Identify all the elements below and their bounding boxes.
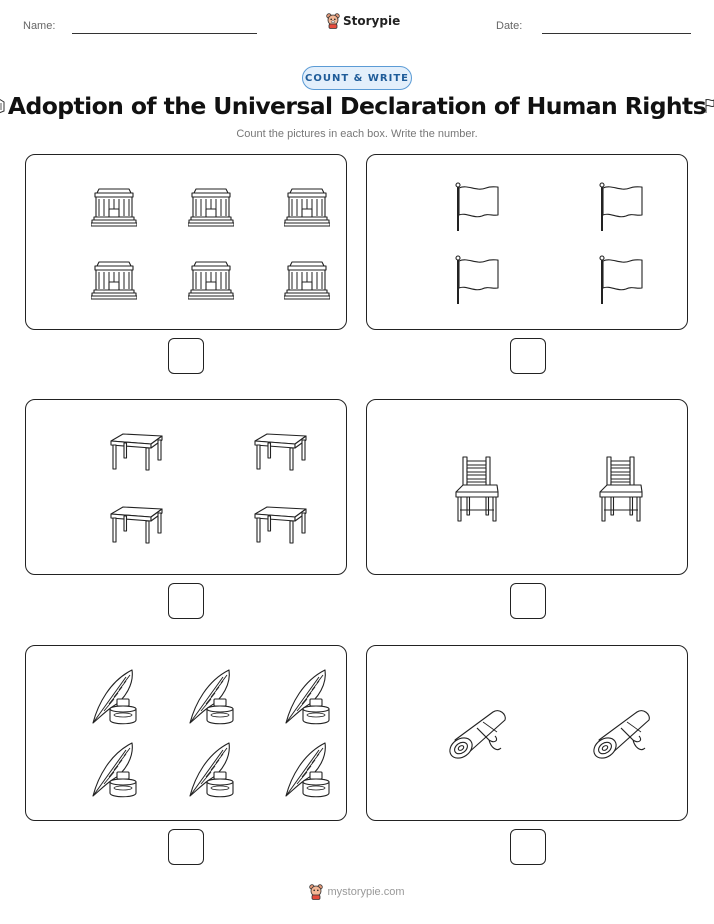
scroll-icon <box>443 706 511 764</box>
mascot-icon <box>309 884 323 900</box>
building-icon <box>284 260 330 300</box>
name-label: Name: <box>23 20 56 32</box>
building-icon <box>91 260 137 300</box>
quill-inkwell-icon <box>187 742 235 800</box>
brand-logo <box>326 13 400 29</box>
flag-icon <box>598 182 644 232</box>
quill-inkwell-icon <box>90 742 138 800</box>
building-icon <box>284 187 330 227</box>
quill-inkwell-icon <box>187 669 235 727</box>
answer-box-flags[interactable] <box>510 338 546 374</box>
flag-decoration-icon <box>704 98 714 114</box>
table-icon <box>109 506 163 544</box>
activity-badge: COUNT & WRITE <box>302 66 412 90</box>
answer-box-tables[interactable] <box>168 583 204 619</box>
quill-inkwell-icon <box>283 742 331 800</box>
table-icon <box>253 506 307 544</box>
mascot-icon <box>326 13 340 29</box>
brand-name: Storypie <box>343 14 401 28</box>
answer-box-chairs[interactable] <box>510 583 546 619</box>
answer-box-quills[interactable] <box>168 829 204 865</box>
quill-inkwell-icon <box>90 669 138 727</box>
table-icon <box>109 433 163 471</box>
flag-icon <box>454 182 500 232</box>
footer-url: mystorypie.com <box>327 886 405 898</box>
instructions: Count the pictures in each box. Write the number. <box>236 128 478 140</box>
page-title: Adoption of the Universal Declaration of Human Rights <box>7 92 707 120</box>
footer <box>0 884 714 900</box>
flag-icon <box>598 255 644 305</box>
chair-icon <box>453 455 501 523</box>
answer-box-buildings[interactable] <box>168 338 204 374</box>
scroll-icon <box>587 706 655 764</box>
building-icon <box>91 187 137 227</box>
answer-box-scrolls[interactable] <box>510 829 546 865</box>
quill-inkwell-icon <box>283 669 331 727</box>
chair-icon <box>597 455 645 523</box>
building-icon <box>188 260 234 300</box>
name-line[interactable] <box>72 33 257 34</box>
date-label: Date: <box>496 20 523 32</box>
flag-icon <box>454 255 500 305</box>
count-box-buildings <box>25 154 347 330</box>
count-box-tables <box>25 399 347 575</box>
building-icon <box>188 187 234 227</box>
date-line[interactable] <box>542 33 691 34</box>
table-icon <box>253 433 307 471</box>
